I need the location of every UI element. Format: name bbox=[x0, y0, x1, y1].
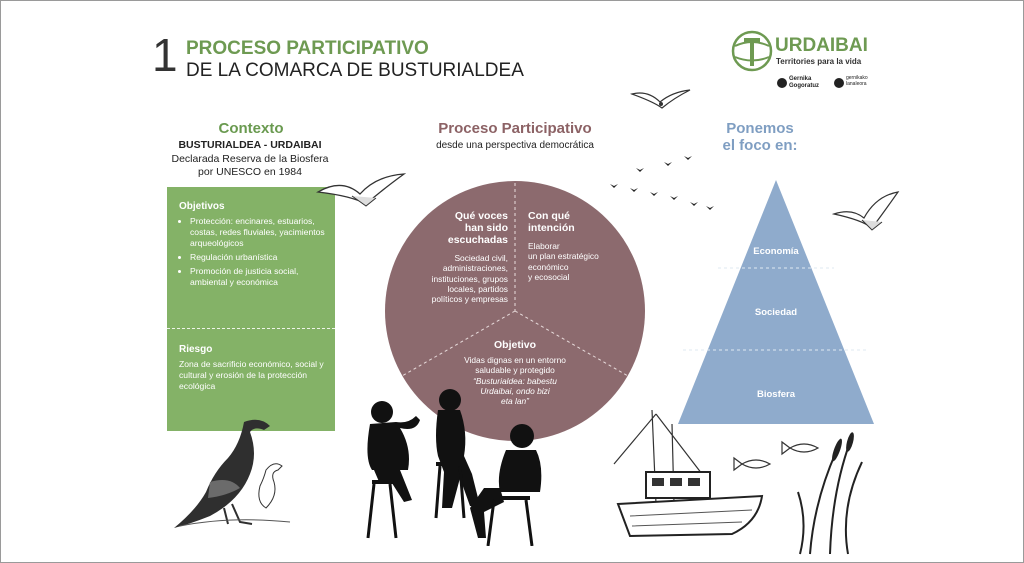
seagull-icon bbox=[316, 172, 406, 212]
voces-title-3: escuchadas bbox=[447, 234, 508, 246]
box-divider bbox=[167, 328, 335, 329]
voces-segment bbox=[414, 210, 508, 304]
objetivo-quote: Urdaibai, ondo bizi bbox=[480, 385, 550, 396]
riesgo-section bbox=[179, 344, 327, 392]
cormorant-illustration bbox=[170, 412, 295, 530]
intencion-line: un plan estratégico bbox=[528, 251, 599, 262]
intencion-title-1: Con qué bbox=[528, 210, 570, 222]
contexto-line-1: BUSTURIALDEA - URDAIBAI bbox=[178, 139, 322, 151]
voces-line: Sociedad civil, bbox=[454, 253, 508, 263]
objetivos-section bbox=[179, 201, 327, 291]
intencion-title-2: intención bbox=[528, 222, 575, 234]
proceso-subheading: desde una perspectiva democrática bbox=[436, 140, 594, 151]
partner1-name: Gernika Gogoratuz bbox=[789, 76, 819, 89]
seagull-icon bbox=[630, 88, 692, 114]
title-line-1: PROCESO PARTICIPATIVO bbox=[186, 38, 429, 59]
objetivo-quote: “Busturialdea: babestu bbox=[473, 375, 557, 386]
voces-line: administraciones, bbox=[442, 263, 508, 274]
foco-heading bbox=[700, 120, 820, 154]
globe-icon bbox=[731, 30, 773, 72]
contexto-box bbox=[167, 187, 335, 431]
urdaibai-logo bbox=[731, 30, 876, 98]
intencion-line: económico bbox=[528, 261, 569, 272]
voces-line: locales, partidos bbox=[447, 283, 508, 294]
voces-title-2: han sido bbox=[464, 222, 508, 234]
birds-flock-icon bbox=[606, 152, 726, 218]
foco-heading-line-1: Ponemos bbox=[726, 120, 794, 137]
objetivo-item: • Regulación urbanística bbox=[190, 252, 327, 263]
objetivos-title: Objetivos bbox=[179, 201, 225, 212]
riesgo-text: Zona de sacrificio económico, social y cultural y erosión de la protección ecológica bbox=[179, 359, 324, 391]
voces-line: instituciones, grupos bbox=[431, 273, 508, 284]
contexto-line-3: por UNESCO en 1984 bbox=[198, 166, 302, 178]
foco-heading-line-2: el foco en: bbox=[722, 137, 798, 154]
objetivo-line: saludable y protegido bbox=[475, 365, 555, 376]
people-silhouettes bbox=[360, 388, 550, 546]
title-line-2: DE LA COMARCA DE BUSTURIALDEA bbox=[186, 60, 524, 81]
brand-name: URDAIBAI bbox=[775, 35, 868, 56]
partner-logo-2 bbox=[834, 76, 879, 92]
objetivo-line: Vidas dignas en un entorno bbox=[464, 355, 566, 365]
brand-tagline: Territories para la vida bbox=[776, 57, 862, 66]
objetivo-title: Objetivo bbox=[493, 339, 536, 351]
intencion-segment bbox=[528, 210, 624, 282]
seagull-icon bbox=[832, 190, 902, 236]
reeds-illustration bbox=[790, 432, 870, 556]
partner2-mark-icon bbox=[834, 78, 844, 88]
pyramid-level-sociedad: Sociedad bbox=[754, 307, 798, 318]
partner-logo-1 bbox=[777, 76, 832, 92]
pyramid-level-economia: Economía bbox=[753, 246, 799, 257]
contexto-line-2: Declarada Reserva de la Biosfera bbox=[171, 152, 329, 165]
voces-line: políticos y empresas bbox=[431, 294, 508, 305]
partner2-name: gernikako lanaleora bbox=[846, 75, 868, 87]
pyramid-level-biosfera: Biosfera bbox=[756, 389, 795, 400]
riesgo-title: Riesgo bbox=[179, 344, 213, 355]
objetivo-item: • Promoción de justicia social, ambiental y económica bbox=[190, 266, 327, 288]
section-number: 1 bbox=[152, 29, 178, 81]
contexto-heading: Contexto bbox=[218, 120, 284, 137]
proceso-heading: Proceso Participativo bbox=[438, 120, 592, 137]
intencion-line: y ecosocial bbox=[528, 271, 570, 282]
objetivos-list bbox=[179, 216, 327, 288]
intencion-line: Elaborar bbox=[528, 241, 560, 251]
partner1-mark-icon bbox=[777, 78, 787, 88]
objetivo-quote: eta lan” bbox=[501, 396, 529, 407]
objetivo-item: • Protección: encinares, estuarios, costas, redes fluviales, yacimientos arqueológicos bbox=[190, 216, 327, 249]
voces-title-1: Qué voces bbox=[454, 210, 508, 222]
